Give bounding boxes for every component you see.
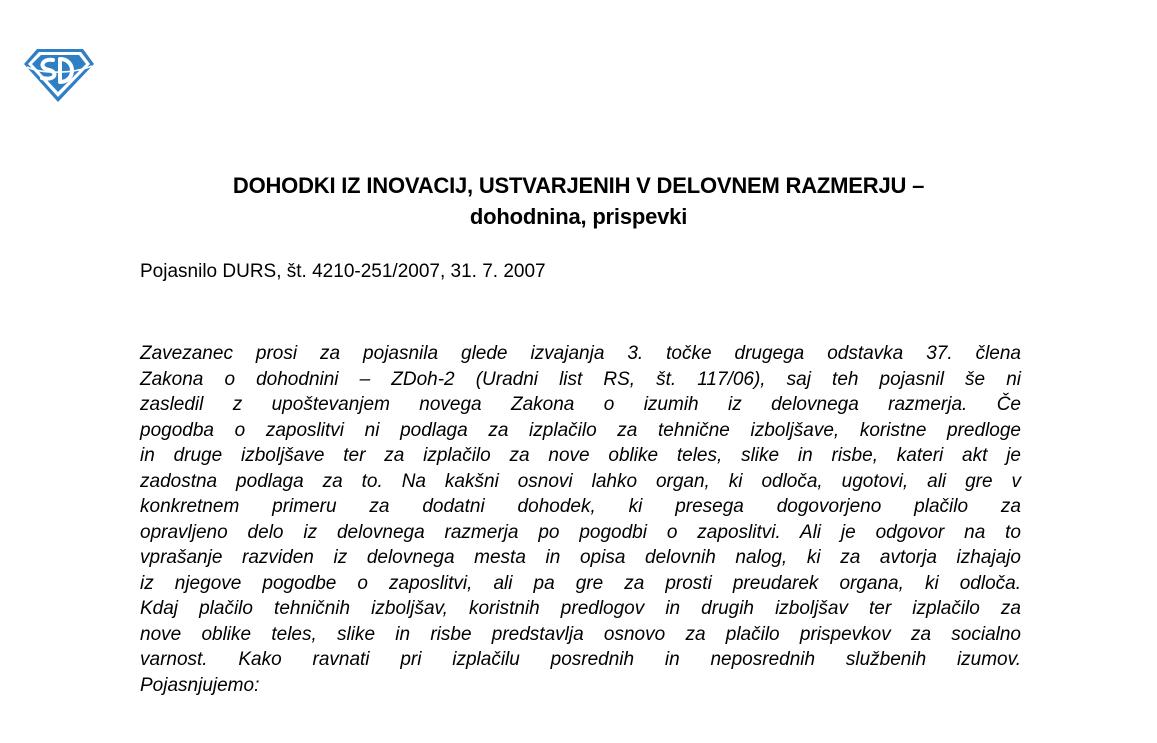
paragraph-line: zadostna podlaga za to. Na kakšni osnovi lahko organ, ki odloča, ugotovi, ali gre v <box>140 470 1021 492</box>
paragraph-line: konkretnem primeru za dodatni dohodek, ki presega dogovorjeno plačilo za <box>140 496 1021 517</box>
paragraph-line: Kdaj plačilo tehničnih izboljšav, koristnih predlogov in drugih izboljšav ter izplačilo za <box>140 598 1021 619</box>
document-title-line-2: dohodnina, prispevki <box>469 204 688 229</box>
paragraph-line: varnost. Kako ravnati pri izplačilu posrednih in neposrednih službenih izumov. <box>140 649 1021 670</box>
paragraph-line: in druge izboljšave ter za izplačilo za nove oblike teles, slike in risbe, kateri akt je <box>140 445 1021 466</box>
paragraph-line: Zavezanec prosi za pojasnila glede izvajanja 3. točke drugega odstavka 37. člena <box>140 343 1021 364</box>
paragraph-line: iz njegove pogodbe o zaposlitvi, ali pa gre za prosti preudarek organa, ki odloča. <box>140 572 1021 594</box>
document-title-line-1: DOHODKI IZ INOVACIJ, USTVARJENIH V DELOVNEM RAZMERJU – <box>232 173 925 198</box>
question-paragraph <box>140 341 1021 698</box>
paragraph-line: pogodba o zaposlitvi ni podlaga za izplačilo za tehnične izboljšave, koristne predloge <box>140 419 1021 441</box>
paragraph-line: Zakona o dohodnini – ZDoh-2 (Uradni list RS, št. 117/06), saj teh pojasnil še ni <box>140 368 1021 390</box>
paragraph-line: vprašanje razviden iz delovnega mesta in opisa delovnih nalog, ki za avtorja izhajajo <box>140 547 1021 568</box>
paragraph-line: opravljeno delo iz delovnega razmerja po pogodbi o zaposlitvi. Ali je odgovor na to <box>140 521 1021 543</box>
paragraph-line: nove oblike teles, slike in risbe predstavlja osnovo za plačilo prispevkov za socialno <box>140 623 1021 645</box>
document-reference: Pojasnilo DURS, št. 4210-251/2007, 31. 7. 2007 <box>140 261 546 282</box>
sd-logo-icon <box>22 46 96 104</box>
paragraph-line-final: Pojasnjujemo: <box>140 674 260 696</box>
paragraph-line: zasledil z upoštevanjem novega Zakona o izumih iz delovnega razmerja. Če <box>140 394 1021 415</box>
